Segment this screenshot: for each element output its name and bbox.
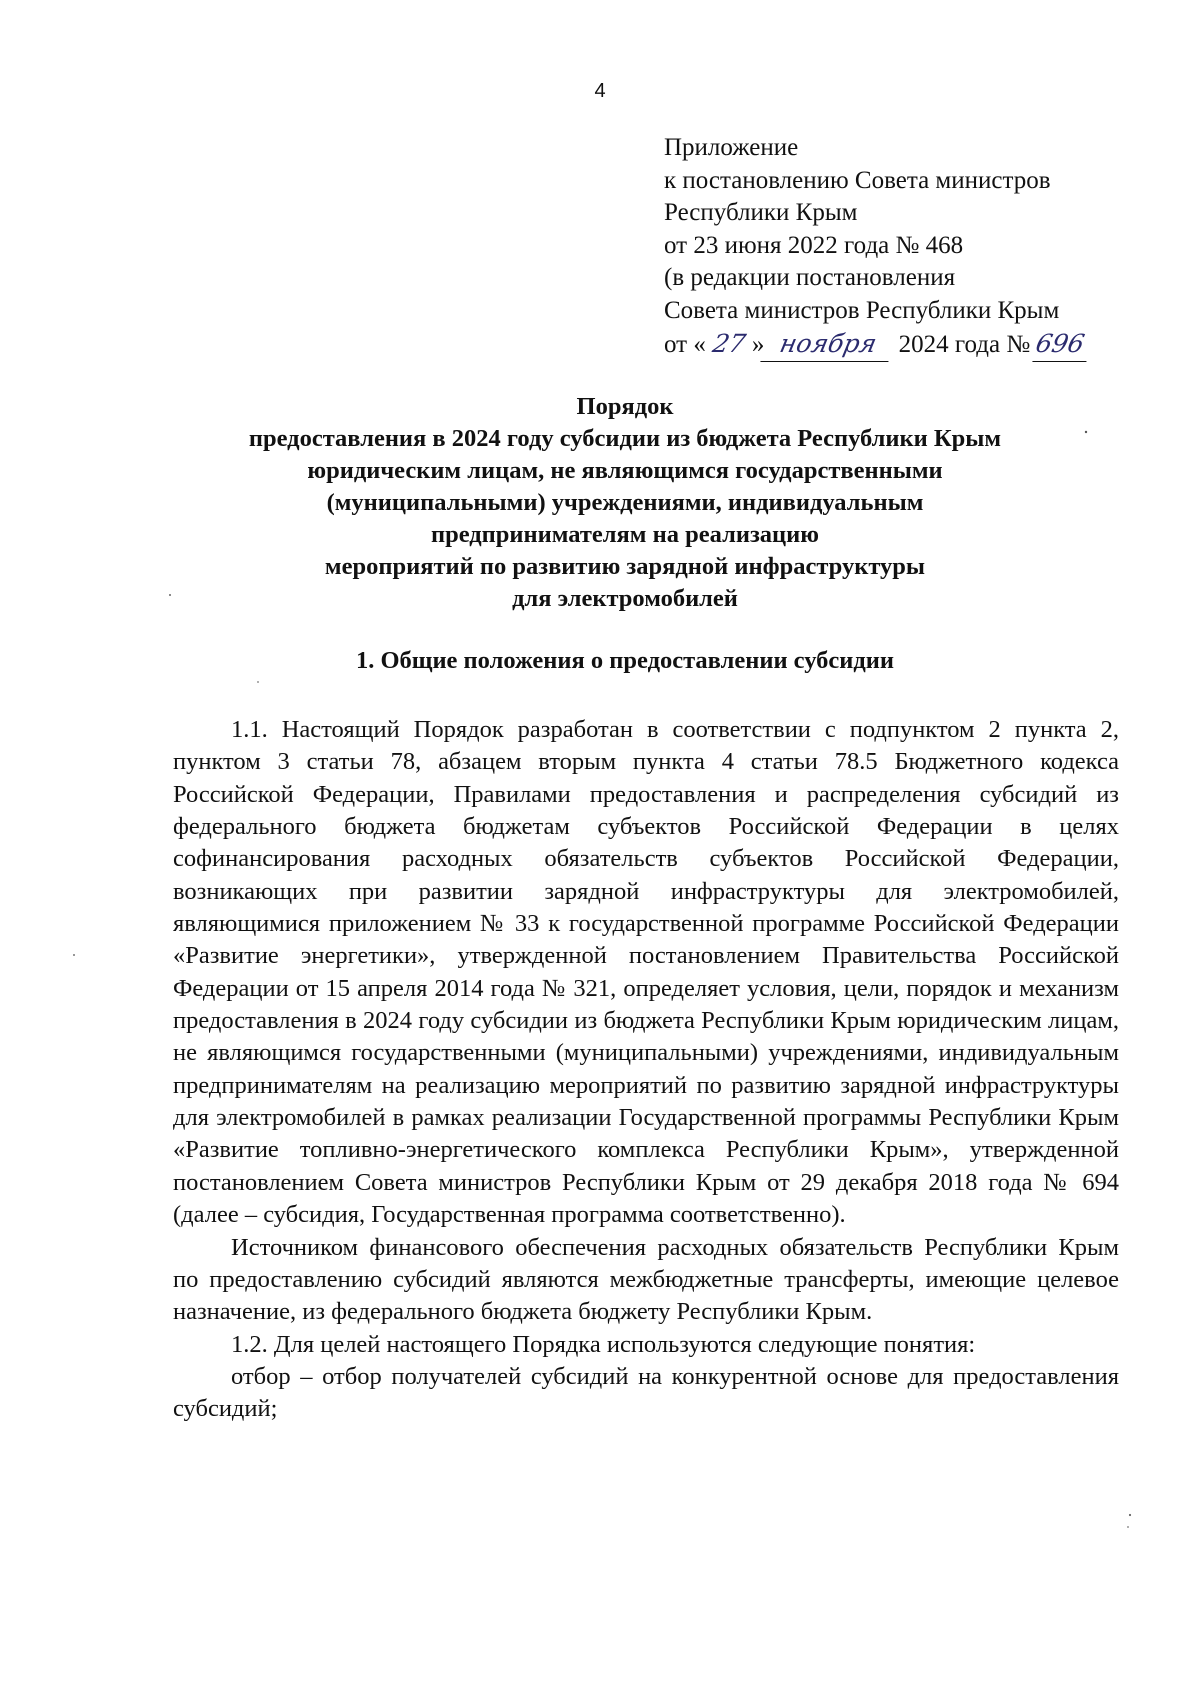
title-line: предпринимателям на реализацию [430, 521, 819, 548]
title-line: для электромобилей [512, 585, 738, 612]
document-title [150, 391, 1100, 615]
appendix-line: к постановлению Совета министров [664, 166, 1051, 194]
appendix-line: от 23 июня 2022 года № 468 [664, 231, 964, 259]
section-heading: 1. Общие положения о предоставлении субсидии [355, 647, 895, 674]
appendix-line: (в редакции постановления [664, 264, 956, 292]
appendix-block [664, 132, 1184, 361]
date-quote-close: » [751, 330, 765, 358]
date-year-text: 2024 года № [892, 330, 1037, 358]
appendix-line: Совета министров Республики Крым [664, 296, 1060, 324]
paragraph: Источником финансового обеспечения расходных обязательств Республики Крым по предоставлению субсидий являются межбюджетные трансферты, имеющие целевое назначение, из федерального бюджета бюджету Республики Крым. [173, 1233, 1119, 1326]
title-line: предоставления в 2024 году субсидии из бюджета Республики Крым [248, 425, 1002, 452]
appendix-line: Республики Крым [664, 199, 858, 227]
title-line: мероприятий по развитию зарядной инфраструктуры [324, 553, 926, 580]
paragraph: отбор – отбор получателей субсидий на конкурентной основе для предоставления субсидий; [173, 1362, 1119, 1423]
page-number: 4 [594, 80, 606, 102]
title-line: (муниципальными) учреждениями, индивидуальным [326, 489, 924, 516]
date-prefix: от « [664, 330, 706, 358]
paragraph: 1.1. Настоящий Порядок разработан в соответствии с подпунктом 2 пункта 2, пунктом 3 статьи 78, абзацем вторым пункта 4 статьи 78.5 Бюджетного кодекса Российской Федерации, Правилами предоставления и распределения субсидий из федерального бюджета бюджетам субъектов Российской Федерации в целях софинансирования расходных обязательств субъектов Российской Федерации, возникающих при развитии зарядной инфраструктуры для электромобилей, являющимися приложением № 33 к государственной программе Российской Федерации «Развитие энергетики», утвержденной постановлением Правительства Российской Федерации от 15 апреля 2014 года № 321, определяет условия, цели, порядок и механизм предоставления в 2024 году субсидии из бюджета Республики Крым юридическим лицам, не являющимся государственными (муниципальными) учреждениями, индивидуальным предпринимателям на реализацию мероприятий по развитию зарядной инфраструктуры для электромобилей в рамках реализации Государственной программы Республики Крым «Развитие топливно-энергетического комплекса Республики Крым», утвержденной постановлением Совета министров Республики Крым от 29 декабря 2018 года № 694 (далее – субсидия, Государственная программа соответственно). [173, 716, 1119, 1229]
paragraph: 1.2. Для целей настоящего Порядка используются следующие понятия: [231, 1330, 976, 1358]
appendix-line: Приложение [664, 134, 799, 161]
handwritten-day: 27 [710, 328, 749, 358]
title-line: юридическим лицам, не являющимся государственными [307, 457, 943, 484]
handwritten-number: 696 [1033, 328, 1094, 362]
body-text [173, 714, 1119, 1426]
handwritten-month: ноября [761, 328, 896, 362]
appendix-date-line [664, 328, 1184, 362]
title-line: Порядок [576, 393, 674, 420]
